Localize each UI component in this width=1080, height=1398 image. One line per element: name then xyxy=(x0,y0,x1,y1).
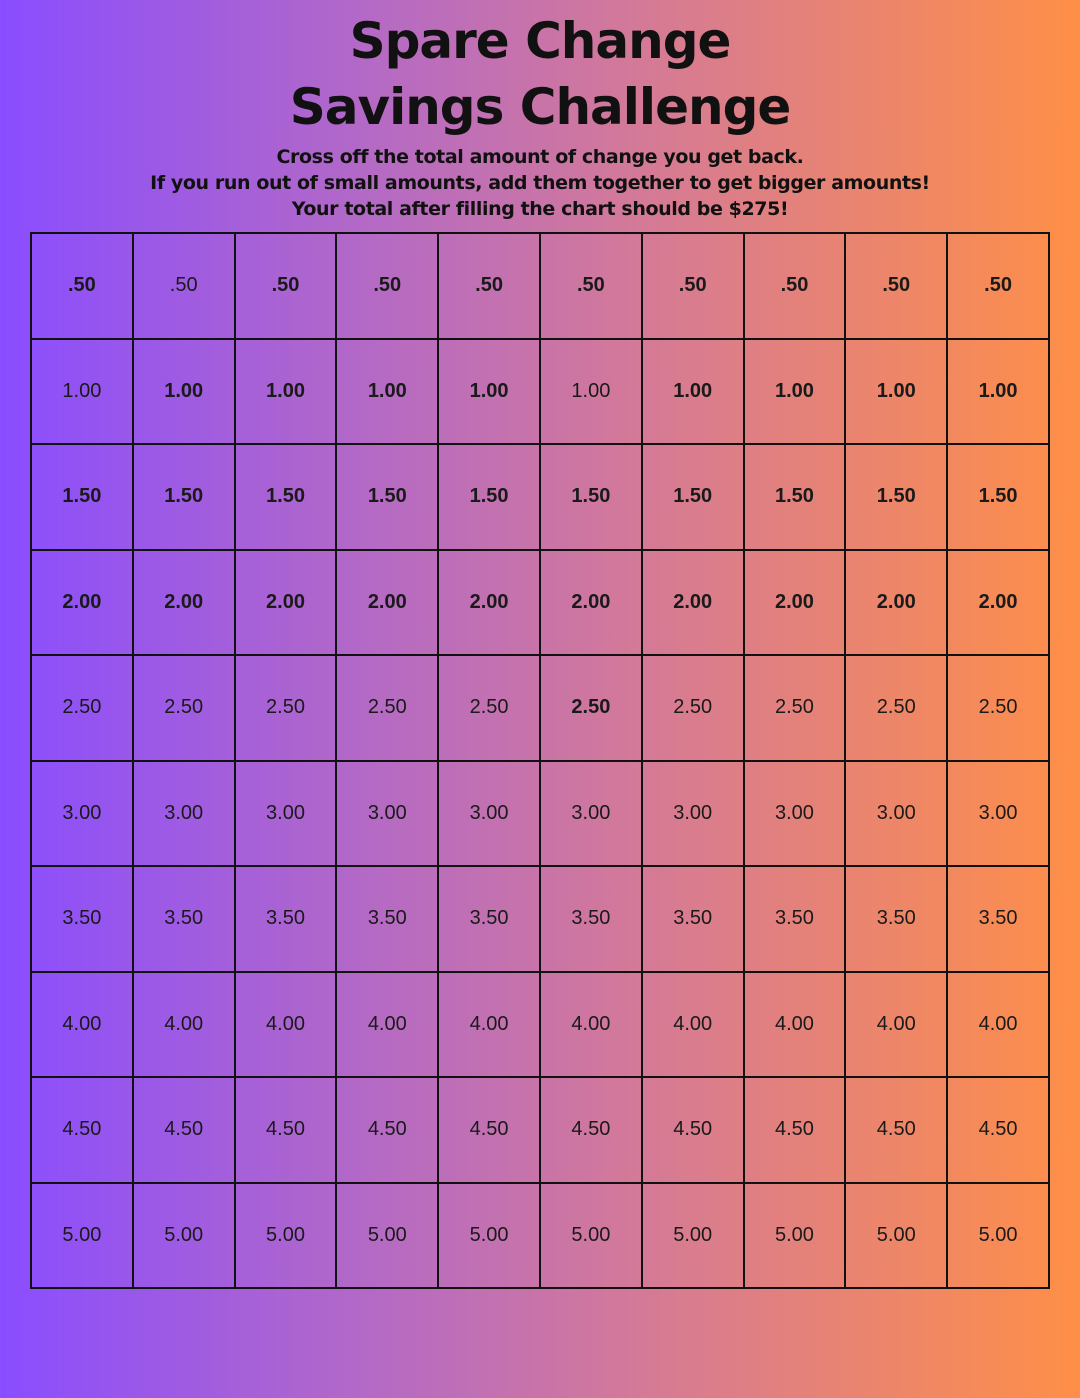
savings-cell[interactable]: 1.50 xyxy=(31,444,133,550)
savings-cell[interactable]: .50 xyxy=(235,233,337,339)
savings-cell[interactable]: 1.00 xyxy=(540,339,642,445)
savings-cell[interactable]: 3.00 xyxy=(744,761,846,867)
savings-cell[interactable]: 3.00 xyxy=(845,761,947,867)
savings-cell[interactable]: .50 xyxy=(133,233,235,339)
savings-cell[interactable]: 4.00 xyxy=(31,972,133,1078)
savings-cell[interactable]: 1.00 xyxy=(235,339,337,445)
savings-cell[interactable]: 2.50 xyxy=(133,655,235,761)
savings-cell[interactable]: 1.00 xyxy=(133,339,235,445)
savings-cell[interactable]: 2.50 xyxy=(642,655,744,761)
instruction-line-2: If you run out of small amounts, add them together to get bigger amounts! xyxy=(150,172,930,194)
savings-cell[interactable]: 2.00 xyxy=(31,550,133,656)
savings-cell[interactable]: 1.00 xyxy=(31,339,133,445)
savings-cell[interactable]: .50 xyxy=(947,233,1049,339)
savings-cell[interactable]: 4.50 xyxy=(845,1077,947,1183)
savings-cell[interactable]: 2.50 xyxy=(438,655,540,761)
instruction-line-1: Cross off the total amount of change you get back. xyxy=(276,146,804,168)
savings-cell[interactable]: 4.50 xyxy=(540,1077,642,1183)
savings-cell[interactable]: 4.00 xyxy=(947,972,1049,1078)
savings-cell[interactable]: 2.00 xyxy=(438,550,540,656)
savings-cell[interactable]: 4.00 xyxy=(438,972,540,1078)
page-title-line-2: Savings Challenge xyxy=(289,78,791,136)
savings-cell[interactable]: 2.50 xyxy=(235,655,337,761)
savings-cell[interactable]: 2.50 xyxy=(540,655,642,761)
savings-chart-grid xyxy=(30,232,1050,1289)
savings-cell[interactable]: 1.50 xyxy=(540,444,642,550)
savings-cell[interactable]: 3.00 xyxy=(540,761,642,867)
savings-cell[interactable]: .50 xyxy=(744,233,846,339)
grid-row xyxy=(31,866,1049,972)
savings-cell[interactable]: 3.50 xyxy=(947,866,1049,972)
savings-cell[interactable]: 2.00 xyxy=(642,550,744,656)
savings-cell[interactable]: 2.00 xyxy=(947,550,1049,656)
savings-cell[interactable]: 3.50 xyxy=(642,866,744,972)
savings-cell[interactable]: 3.00 xyxy=(438,761,540,867)
savings-cell[interactable]: 4.50 xyxy=(947,1077,1049,1183)
savings-cell[interactable]: 1.50 xyxy=(438,444,540,550)
savings-cell[interactable]: 2.00 xyxy=(845,550,947,656)
savings-cell[interactable]: 1.00 xyxy=(744,339,846,445)
savings-cell[interactable]: 2.50 xyxy=(947,655,1049,761)
savings-cell[interactable]: 2.50 xyxy=(336,655,438,761)
savings-cell[interactable]: 2.50 xyxy=(845,655,947,761)
savings-cell[interactable]: 2.50 xyxy=(31,655,133,761)
savings-cell[interactable]: 1.50 xyxy=(235,444,337,550)
savings-cell[interactable]: 2.00 xyxy=(336,550,438,656)
savings-cell[interactable]: 5.00 xyxy=(31,1183,133,1289)
savings-cell[interactable]: 4.00 xyxy=(642,972,744,1078)
savings-cell[interactable]: 3.50 xyxy=(31,866,133,972)
savings-cell[interactable]: 3.50 xyxy=(235,866,337,972)
savings-cell[interactable]: .50 xyxy=(336,233,438,339)
savings-cell[interactable]: 3.50 xyxy=(845,866,947,972)
savings-cell[interactable]: 1.00 xyxy=(336,339,438,445)
savings-chart-body xyxy=(31,233,1049,1288)
savings-cell[interactable]: 5.00 xyxy=(133,1183,235,1289)
savings-cell[interactable]: 4.00 xyxy=(235,972,337,1078)
savings-cell[interactable]: 4.50 xyxy=(336,1077,438,1183)
savings-cell[interactable]: 1.00 xyxy=(438,339,540,445)
savings-cell[interactable]: 4.50 xyxy=(744,1077,846,1183)
grid-row xyxy=(31,550,1049,656)
grid-row xyxy=(31,761,1049,867)
savings-cell[interactable]: 3.00 xyxy=(642,761,744,867)
savings-cell[interactable]: .50 xyxy=(642,233,744,339)
savings-cell[interactable]: 5.00 xyxy=(336,1183,438,1289)
savings-cell[interactable]: 1.00 xyxy=(947,339,1049,445)
savings-cell[interactable]: 5.00 xyxy=(540,1183,642,1289)
savings-cell[interactable]: 4.50 xyxy=(235,1077,337,1183)
savings-cell[interactable]: 3.50 xyxy=(744,866,846,972)
page-title-line-1: Spare Change xyxy=(349,12,731,70)
savings-cell[interactable]: 1.00 xyxy=(845,339,947,445)
savings-cell[interactable]: 4.50 xyxy=(133,1077,235,1183)
savings-cell[interactable]: 4.00 xyxy=(845,972,947,1078)
savings-cell[interactable]: 3.00 xyxy=(235,761,337,867)
savings-cell[interactable]: 2.00 xyxy=(744,550,846,656)
savings-cell[interactable]: 3.00 xyxy=(133,761,235,867)
grid-row xyxy=(31,233,1049,339)
grid-row xyxy=(31,1077,1049,1183)
grid-row xyxy=(31,444,1049,550)
savings-cell[interactable]: 3.50 xyxy=(336,866,438,972)
savings-cell[interactable]: 1.50 xyxy=(744,444,846,550)
savings-cell[interactable]: 2.00 xyxy=(133,550,235,656)
savings-cell[interactable]: 2.00 xyxy=(235,550,337,656)
savings-cell[interactable]: 3.50 xyxy=(540,866,642,972)
savings-cell[interactable]: 1.50 xyxy=(642,444,744,550)
savings-cell[interactable]: 1.50 xyxy=(336,444,438,550)
savings-cell[interactable]: 4.00 xyxy=(336,972,438,1078)
savings-cell[interactable]: 4.00 xyxy=(540,972,642,1078)
savings-cell[interactable]: .50 xyxy=(438,233,540,339)
savings-cell[interactable]: 3.00 xyxy=(336,761,438,867)
savings-cell[interactable]: 5.00 xyxy=(642,1183,744,1289)
savings-cell[interactable]: 5.00 xyxy=(744,1183,846,1289)
savings-cell[interactable]: 4.50 xyxy=(642,1077,744,1183)
savings-cell[interactable]: 4.50 xyxy=(31,1077,133,1183)
savings-cell[interactable]: .50 xyxy=(845,233,947,339)
savings-cell[interactable]: 5.00 xyxy=(845,1183,947,1289)
savings-cell[interactable]: 5.00 xyxy=(438,1183,540,1289)
savings-cell[interactable]: 4.00 xyxy=(744,972,846,1078)
grid-row xyxy=(31,1183,1049,1289)
savings-cell[interactable]: 3.50 xyxy=(438,866,540,972)
savings-cell[interactable]: 3.00 xyxy=(31,761,133,867)
savings-cell[interactable]: 2.50 xyxy=(744,655,846,761)
grid-row xyxy=(31,339,1049,445)
savings-cell[interactable]: 5.00 xyxy=(235,1183,337,1289)
savings-cell[interactable]: 1.50 xyxy=(845,444,947,550)
savings-cell[interactable]: .50 xyxy=(540,233,642,339)
savings-cell[interactable]: 1.50 xyxy=(947,444,1049,550)
savings-cell[interactable]: 2.00 xyxy=(540,550,642,656)
grid-row xyxy=(31,972,1049,1078)
savings-cell[interactable]: 3.00 xyxy=(947,761,1049,867)
instruction-line-3: Your total after filling the chart should be $275! xyxy=(291,198,789,220)
savings-cell[interactable]: 1.50 xyxy=(133,444,235,550)
savings-cell[interactable]: 1.00 xyxy=(642,339,744,445)
savings-cell[interactable]: 4.00 xyxy=(133,972,235,1078)
savings-cell[interactable]: .50 xyxy=(31,233,133,339)
grid-row xyxy=(31,655,1049,761)
savings-cell[interactable]: 4.50 xyxy=(438,1077,540,1183)
savings-cell[interactable]: 3.50 xyxy=(133,866,235,972)
savings-cell[interactable]: 5.00 xyxy=(947,1183,1049,1289)
